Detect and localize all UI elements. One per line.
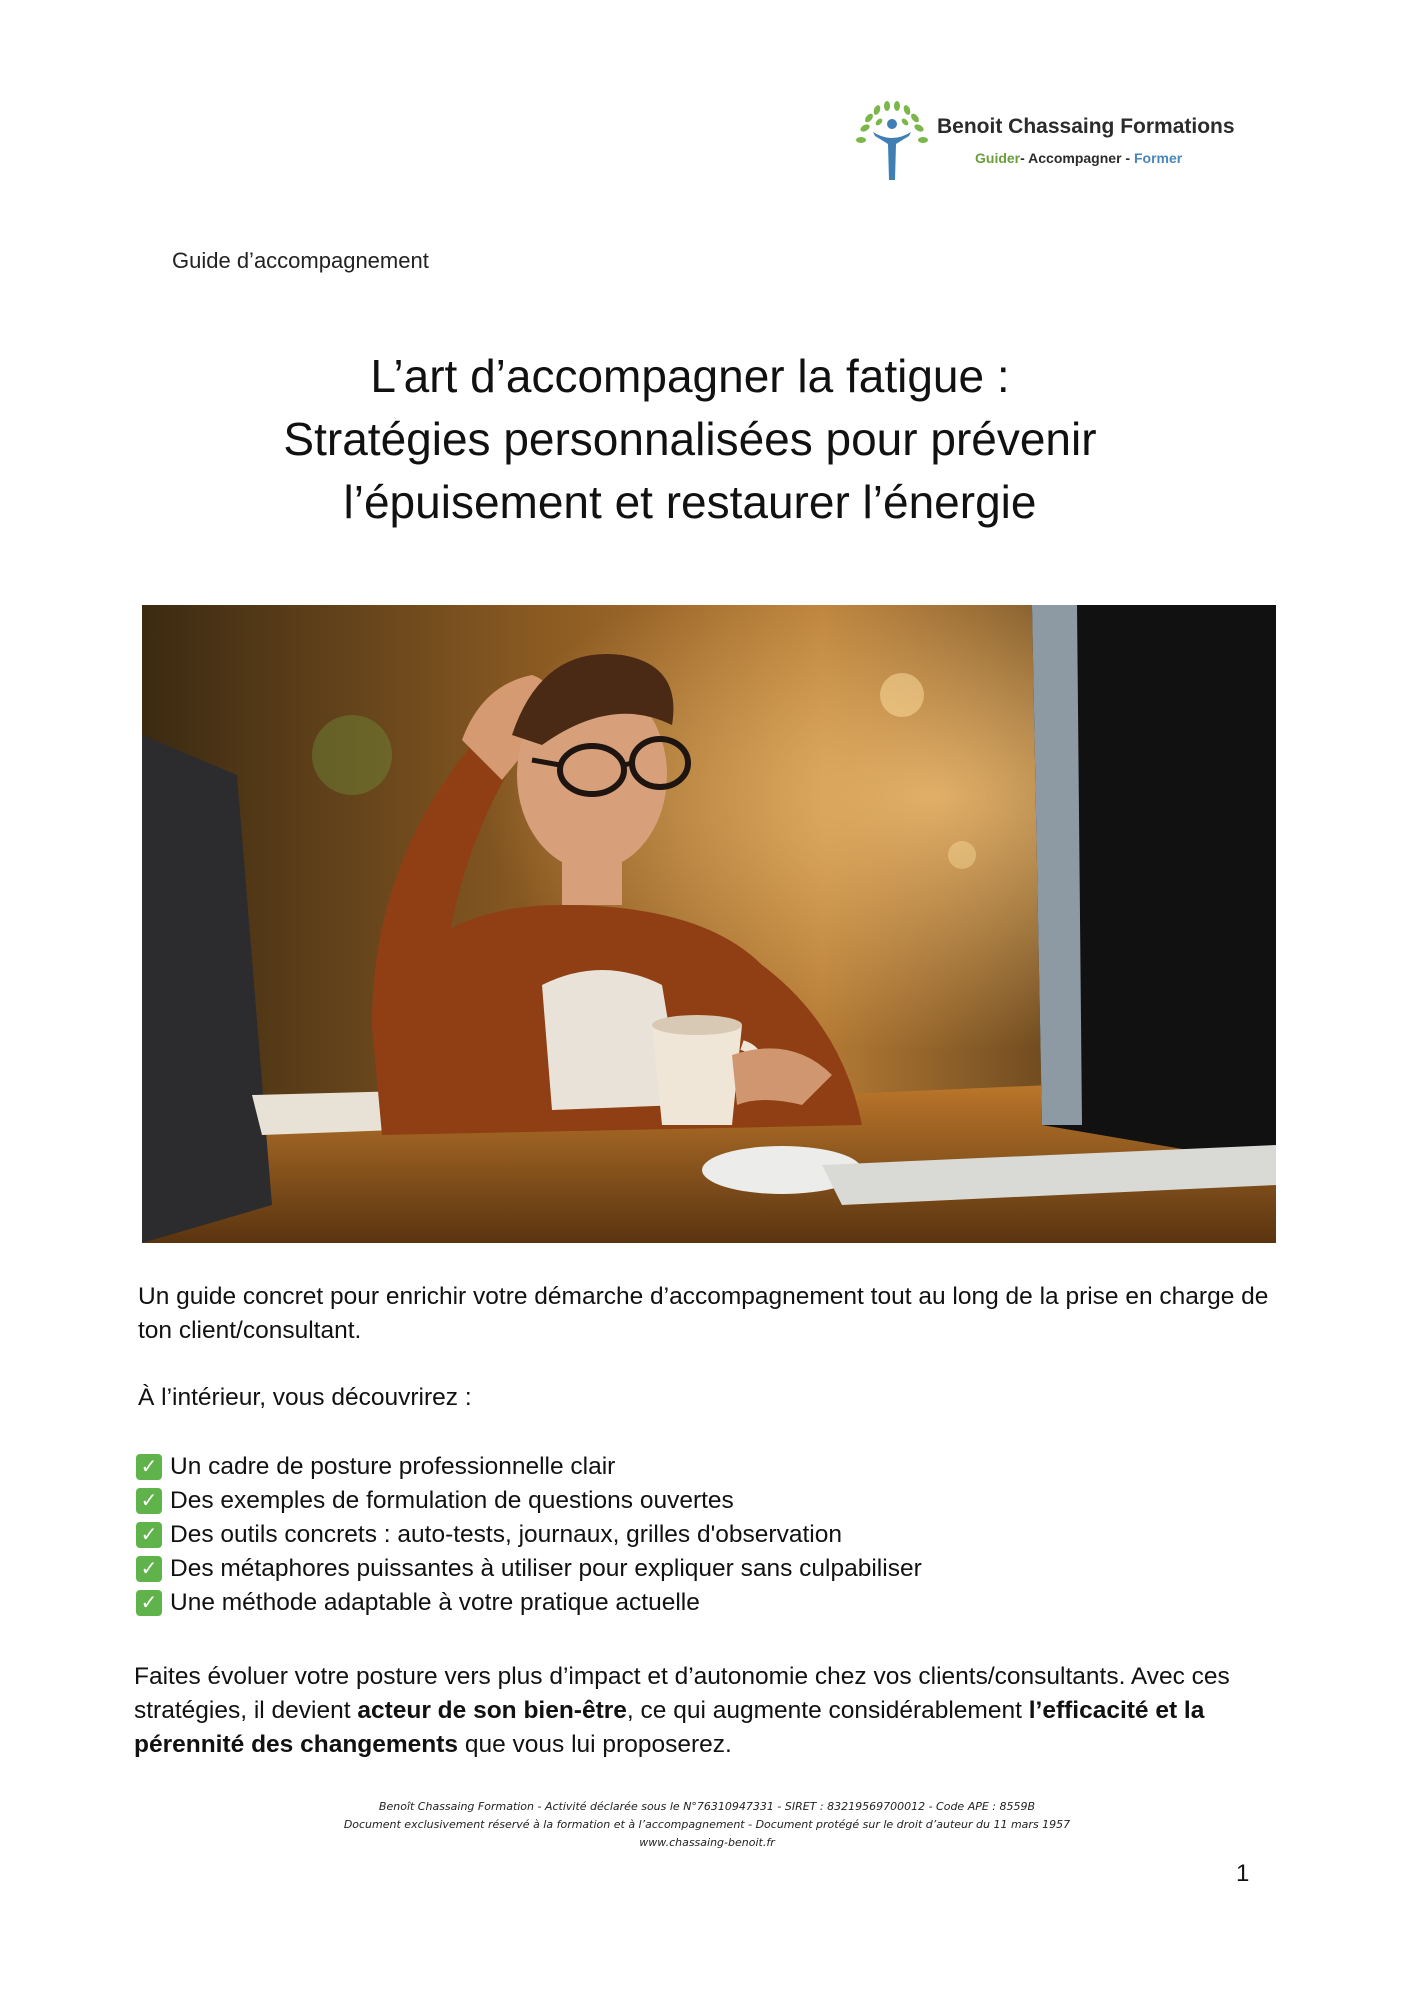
footer-line-legal: Benoît Chassaing Formation - Activité déclarée sous le N°76310947331 - SIRET : 83219569700012 - Code APE : 8559B xyxy=(378,1800,1036,1813)
footer-website-link[interactable]: www.chassaing-benoit.fr xyxy=(639,1836,775,1849)
feature-checklist xyxy=(136,1450,922,1620)
intro-paragraph: Un guide concret pour enrichir votre démarche d’accompagnement tout au long de la prise en charge de ton client/consultant. xyxy=(138,1283,1269,1344)
list-item: ✓ Des métaphores puissantes à utiliser pour expliquer sans culpabiliser xyxy=(136,1552,922,1586)
check-icon: ✓ xyxy=(136,1556,162,1582)
brand-logo xyxy=(855,100,1275,190)
page-number: 1 xyxy=(1236,1860,1250,1887)
list-item: ✓ Une méthode adaptable à votre pratique actuelle xyxy=(136,1586,922,1620)
check-icon: ✓ xyxy=(136,1590,162,1616)
list-item: ✓ Des outils concrets : auto-tests, journaux, grilles d'observation xyxy=(136,1518,922,1552)
list-item: ✓ Un cadre de posture professionnelle clair xyxy=(136,1450,922,1484)
cover-photo xyxy=(142,605,1276,1243)
footer-line-copyright: Document exclusivement réservé à la formation et à l’accompagnement - Document protégé sur le droit d’auteur du 11 mars 1957 xyxy=(343,1818,1071,1831)
title-line-1: L’art d’accompagner la fatigue : xyxy=(370,350,1010,402)
check-icon: ✓ xyxy=(136,1454,162,1480)
check-icon: ✓ xyxy=(136,1522,162,1548)
closing-paragraph: Faites évoluer votre posture vers plus d’impact et d’autonomie chez vos clients/consultants. Avec ces stratégies, il devient acteur de son bien-être, ce qui augmente considérablement l’efficacité et la pérennité des changements que vous lui proposerez. xyxy=(134,1663,1230,1758)
logo-tagline: Guider- Accompagner - Former xyxy=(975,150,1183,166)
page-title xyxy=(140,345,1240,534)
tree-person-icon xyxy=(855,100,930,185)
inside-label: À l’intérieur, vous découvrirez : xyxy=(138,1384,472,1411)
list-item: ✓ Des exemples de formulation de questions ouvertes xyxy=(136,1484,922,1518)
title-line-2: Stratégies personnalisées pour prévenir xyxy=(283,413,1097,465)
check-icon: ✓ xyxy=(136,1488,162,1514)
title-line-3: l’épuisement et restaurer l’énergie xyxy=(343,476,1037,528)
page-footer xyxy=(140,1798,1274,1852)
document-type-label: Guide d’accompagnement xyxy=(172,248,429,273)
logo-name: Benoit Chassaing Formations xyxy=(937,115,1235,138)
